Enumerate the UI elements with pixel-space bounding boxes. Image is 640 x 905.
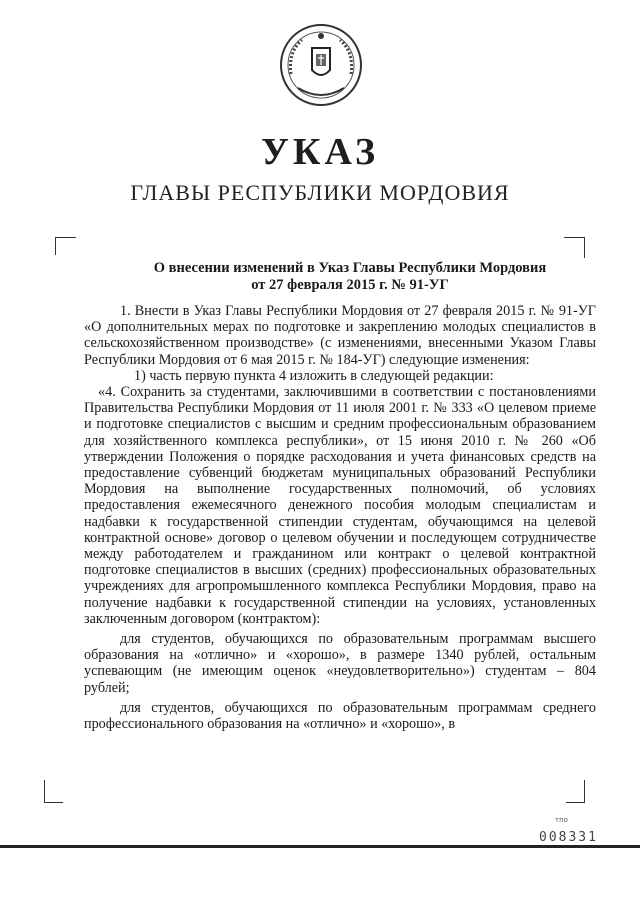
paragraph: 1. Внести в Указ Главы Республики Мордовия от 27 февраля 2015 г. № 91-УГ «О дополнительных мерах по подготовке и закреплению молодых специалистов в сельскохозяйственном производстве» (с изменениями, внесенными Указом Главы Республики Мордовия от 6 мая 2015 г. № 184-УГ) следующие изменения: [84, 303, 596, 368]
heading-line: О внесении изменений в Указ Главы Республики Мордовия [153, 260, 547, 276]
document-serial-number: 008331 [539, 830, 598, 845]
margin-corner-mark [566, 780, 585, 803]
document-body [84, 303, 596, 732]
margin-corner-mark [564, 237, 585, 258]
paragraph: 1) часть первую пункта 4 изложить в следующей редакции: [134, 367, 494, 384]
heading-line: от 27 февраля 2015 г. № 91-УГ [251, 277, 449, 293]
page-subtitle: ГЛАВЫ РЕСПУБЛИКИ МОРДОВИЯ [130, 180, 510, 205]
paragraph: для студентов, обучающихся по образовательным программам высшего образования на «отлично» и «хорошо», в размере 1340 рублей, остальным успевающим (не имеющим оценок «неудовлетворительно») студентам – 804 рублей; [84, 631, 596, 696]
page-title: УКАЗ [261, 131, 379, 173]
document-heading [120, 260, 580, 294]
paragraph: для студентов, обучающихся по образовательным программам среднего профессионального образования на «отлично» и «хорошо», в [84, 699, 596, 733]
scan-mark: тпо [555, 816, 568, 824]
footer-rule [0, 845, 640, 848]
paragraph: «4. Сохранить за студентами, заключившими в соответствии с постановлениями Правительства Республики Мордовия от 11 июля 2001 г. № 333 «О целевом приеме и подготовке специалистов с высшим и средним профессиональным образованием для хозяйственного комплекса республики», от 15 июня 2010 г. № 260 «Об утверждении Положения о порядке расходования и учета финансовых средств на предоставление субвенций бюджетам муниципальных образований Республики Мордовия на выполнение государственных полномочий, об условиях предоставления ежемесячного денежного пособия молодым специалистам и надбавки к государственной стипендии студентам, обучающимся на целевой контрактной основе» договор о целевом обучении и последующем сотрудничестве между работодателем и гражданином или контракт о целевой контрактной подготовке специалистов в высших (средних) профессиональных образовательных учреждениях для агропромышленного комплекса Республики Мордовия, право на получение надбавки к государственной стипендии на условиях, установленных заключенным договором (контрактом): [84, 384, 596, 627]
coat-of-arms-emblem [278, 22, 364, 108]
margin-corner-mark [44, 780, 63, 803]
margin-corner-mark [55, 237, 76, 255]
